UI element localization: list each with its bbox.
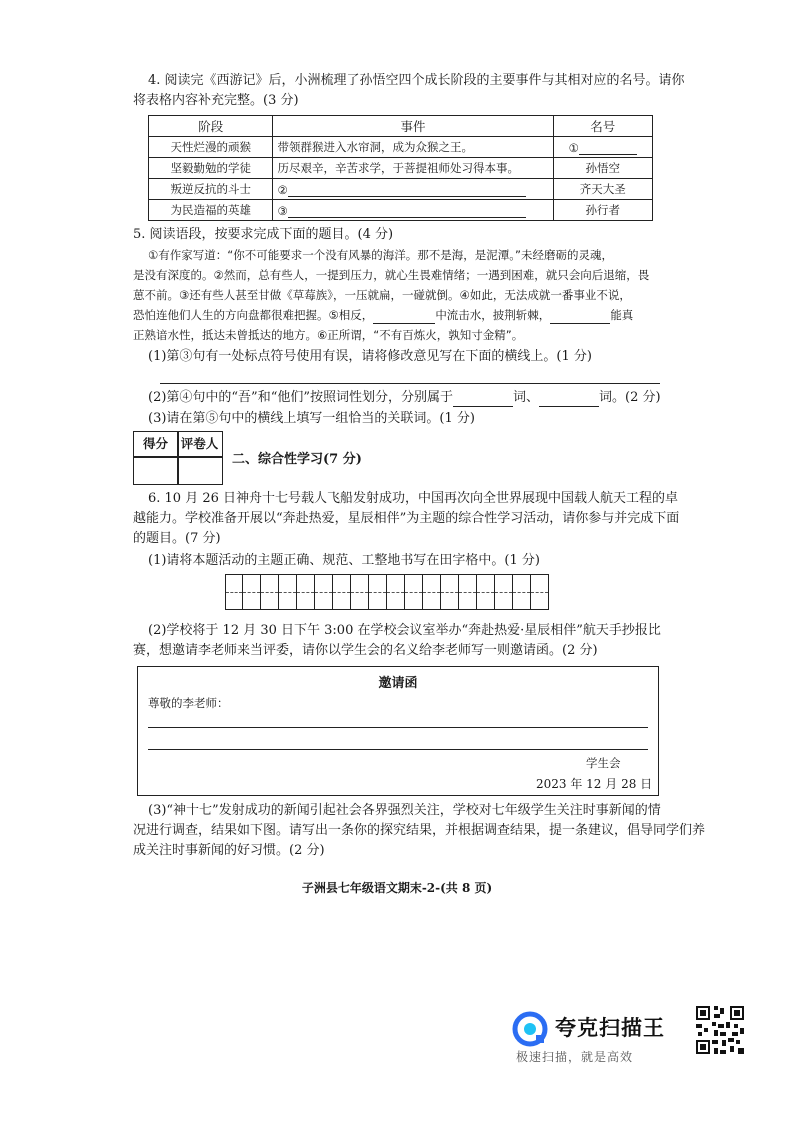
table-row bbox=[149, 158, 653, 179]
tianzige-cell[interactable] bbox=[279, 574, 297, 610]
tianzige-cell[interactable] bbox=[405, 574, 423, 610]
para-text: 中流击水，披荆斩棘， bbox=[435, 308, 551, 322]
table-row bbox=[149, 137, 653, 158]
q5-sub2-text: (2)第④句中的“吾”和“他们”按照词性划分，分别属于 bbox=[148, 390, 453, 405]
q6-sub3-line: 况进行调查，结果如下图。请写出一条你的探究结果，并根据调查结果，提一条建议，倡导同学们养 bbox=[133, 823, 706, 838]
q5-sub2 bbox=[148, 389, 661, 407]
stage-cell: 天性烂漫的顽猴 bbox=[149, 137, 273, 158]
tianzige-cell[interactable] bbox=[297, 574, 315, 610]
score-label: 得分 bbox=[142, 436, 168, 451]
q5-paragraph-line: 正熟谙水性，抵达未曾抵达的地方。⑥正所谓，“不有百炼火，孰知寸金精”。 bbox=[133, 328, 524, 342]
writing-line[interactable] bbox=[148, 727, 648, 728]
answer-blank[interactable] bbox=[288, 182, 526, 197]
conjunction-blank-1[interactable] bbox=[373, 309, 435, 324]
page-footer: 子洲县七年级语文期末-2-(共 8 页) bbox=[301, 881, 493, 895]
grader-label: 评卷人 bbox=[180, 436, 219, 451]
tianzige-cell[interactable] bbox=[333, 574, 351, 610]
tianzige-cell[interactable] bbox=[513, 574, 531, 610]
invitation-signature: 学生会 bbox=[586, 756, 621, 770]
q5-sub2-text: 词、 bbox=[513, 390, 540, 405]
stage-cell: 坚毅勤勉的学徒 bbox=[149, 158, 273, 179]
answer-blank[interactable] bbox=[288, 203, 526, 218]
watermark-slogan: 极速扫描，就是高效 bbox=[516, 1050, 634, 1064]
q5-paragraph-line: 葸不前。③还有些人甚至甘做《草莓族》，一压就扁，一碰就倒。④如此，无法成就一番事业不说， bbox=[133, 288, 631, 302]
tianzige-cell[interactable] bbox=[351, 574, 369, 610]
q6-intro-line: 越能力。学校准备开展以“奔赴热爱，星辰相伴”为主题的综合性学习活动，请你参与并完成下面 bbox=[133, 511, 680, 526]
tianzige-cell[interactable] bbox=[495, 574, 513, 610]
quark-logo-icon bbox=[512, 1011, 548, 1047]
tianzige-grid[interactable] bbox=[225, 574, 549, 610]
event-cell bbox=[273, 179, 553, 200]
invitation-heading: 邀请函 bbox=[378, 676, 418, 691]
name-marker: ① bbox=[568, 140, 579, 155]
header-name: 名号 bbox=[553, 116, 652, 137]
q5-title: 5. 阅读语段，按要求完成下面的题目。(4 分) bbox=[133, 227, 394, 242]
event-marker: ② bbox=[277, 182, 288, 197]
stage-cell: 叛逆反抗的斗士 bbox=[149, 179, 273, 200]
event-cell: 带领群猴进入水帘洞，成为众猴之王。 bbox=[273, 137, 553, 158]
name-cell: 孙悟空 bbox=[553, 158, 652, 179]
q5-sub3: (3)请在第⑤句中的横线上填写一组恰当的关联词。(1 分) bbox=[148, 411, 475, 426]
event-cell bbox=[273, 200, 553, 221]
tianzige-cell[interactable] bbox=[243, 574, 261, 610]
invitation-date: 2023 年 12 月 28 日 bbox=[536, 777, 653, 791]
q5-paragraph-line: ①有作家写道：“你不可能要求一个没有风暴的海洋。那不是海，是泥潭。”未经磨砺的灵魂， bbox=[148, 248, 613, 262]
q4-prompt-line1: 4. 阅读完《西游记》后，小洲梳理了孙悟空四个成长阶段的主要事件与其相对应的名号。请你 bbox=[148, 73, 685, 88]
q4-prompt-line2: 将表格内容补充完整。(3 分) bbox=[133, 93, 299, 108]
q6-sub2-line: (2)学校将于 12 月 30 日下午 3:00 在学校会议室举办“奔赴热爱·星辰相伴”航天手抄报比 bbox=[148, 623, 661, 638]
q6-sub2-line: 赛，想邀请李老师来当评委，请你以学生会的名义给李老师写一则邀请函。(2 分) bbox=[133, 643, 598, 658]
table-header-row bbox=[149, 116, 653, 137]
stage-cell: 为民造福的英雄 bbox=[149, 200, 273, 221]
invitation-salutation: 尊敬的李老师： bbox=[148, 696, 229, 710]
q6-sub3-line: (3)“神十七”发射成功的新闻引起社会各界强烈关注，学校对七年级学生关注时事新闻的情 bbox=[148, 803, 661, 818]
answer-blank[interactable] bbox=[579, 140, 637, 155]
name-cell: 齐天大圣 bbox=[553, 179, 652, 200]
q5-paragraph-line: 是没有深度的。②然而，总有些人，一提到压力，就心生畏难情绪；一遇到困难，就只会向后退缩，畏 bbox=[133, 268, 650, 282]
section2-title: 二、综合性学习(7 分) bbox=[232, 452, 362, 467]
score-box bbox=[133, 431, 223, 485]
event-cell: 历尽艰辛，辛苦求学，于菩提祖师处习得本事。 bbox=[273, 158, 553, 179]
answer-blank[interactable] bbox=[453, 392, 513, 407]
header-stage: 阶段 bbox=[149, 116, 273, 137]
answer-line[interactable] bbox=[160, 383, 660, 384]
qr-code-icon bbox=[694, 1004, 746, 1056]
q5-paragraph-line bbox=[133, 306, 633, 324]
tianzige-cell[interactable] bbox=[315, 574, 333, 610]
table-row bbox=[149, 179, 653, 200]
q6-sub3-line: 成关注时事新闻的好习惯。(2 分) bbox=[133, 843, 325, 858]
q6-sub1: (1)请将本题活动的主题正确、规范、工整地书写在田字格中。(1 分) bbox=[148, 553, 540, 568]
name-cell bbox=[553, 137, 652, 158]
header-event: 事件 bbox=[273, 116, 553, 137]
name-cell: 孙行者 bbox=[553, 200, 652, 221]
tianzige-cell[interactable] bbox=[531, 574, 549, 610]
watermark-brand: 夸克扫描王 bbox=[555, 1016, 665, 1040]
tianzige-cell[interactable] bbox=[459, 574, 477, 610]
event-marker: ③ bbox=[277, 203, 288, 218]
q4-table bbox=[148, 115, 653, 221]
invitation-box bbox=[137, 666, 659, 796]
divider bbox=[177, 432, 179, 484]
answer-blank[interactable] bbox=[539, 392, 599, 407]
tianzige-cell[interactable] bbox=[477, 574, 495, 610]
tianzige-cell[interactable] bbox=[441, 574, 459, 610]
q5-sub2-text: 词。(2 分) bbox=[599, 390, 661, 405]
q6-intro-line: 6. 10 月 26 日神舟十七号载人飞船发射成功，中国再次向全世界展现中国载人航天工程的卓 bbox=[148, 491, 679, 506]
tianzige-cell[interactable] bbox=[369, 574, 387, 610]
para-text: 恐怕连他们人生的方向盘都很难把握。⑤相反， bbox=[133, 308, 374, 322]
tianzige-cell[interactable] bbox=[261, 574, 279, 610]
writing-line[interactable] bbox=[148, 749, 648, 750]
conjunction-blank-2[interactable] bbox=[550, 309, 610, 324]
q6-intro-line: 的题目。(7 分) bbox=[133, 531, 221, 546]
q5-sub1: (1)第③句有一处标点符号使用有误，请将修改意见写在下面的横线上。(1 分) bbox=[148, 349, 592, 364]
tianzige-cell[interactable] bbox=[387, 574, 405, 610]
tianzige-cell[interactable] bbox=[423, 574, 441, 610]
para-text: 能真 bbox=[610, 308, 634, 322]
table-row bbox=[149, 200, 653, 221]
divider bbox=[134, 456, 222, 458]
tianzige-cell[interactable] bbox=[225, 574, 243, 610]
